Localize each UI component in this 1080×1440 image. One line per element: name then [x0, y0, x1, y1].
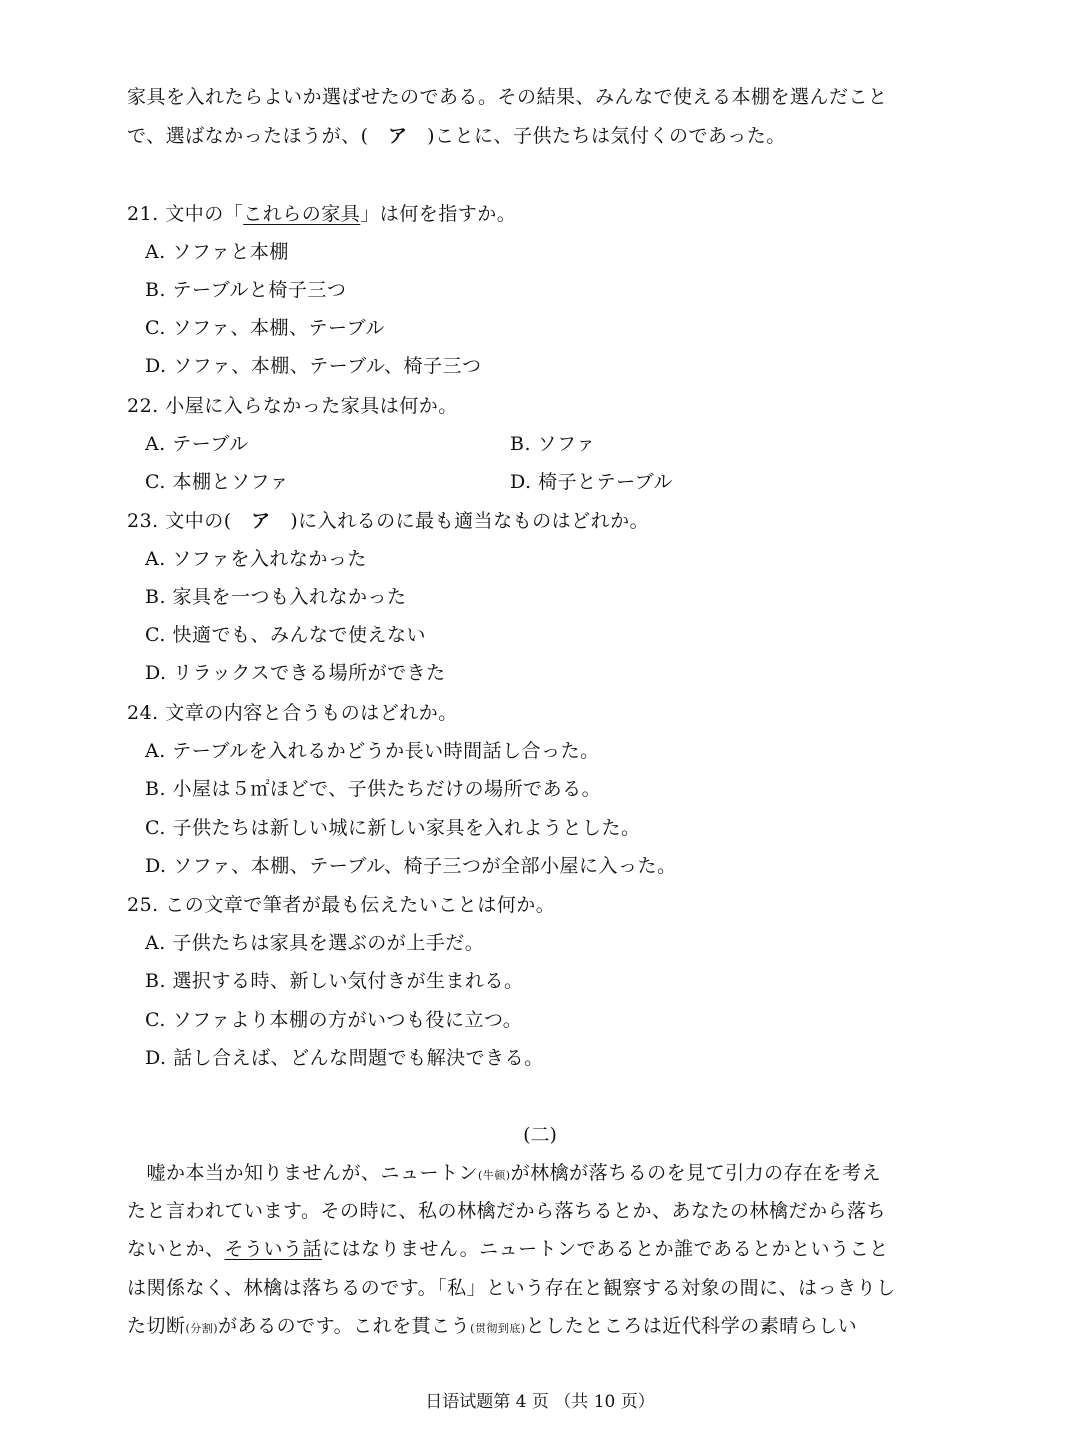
- passage-line: [127, 1158, 881, 1185]
- option-b[interactable]: B. ソファ: [510, 433, 596, 455]
- passage-text: としたところは近代科学の素晴らしい: [525, 1315, 858, 1337]
- section-title: (二): [523, 1124, 557, 1146]
- option-a[interactable]: A. 子供たちは家具を選ぶのが上手だ。: [145, 932, 485, 954]
- option-a[interactable]: A. テーブルを入れるかどうか長い時間話し合った。: [145, 740, 600, 762]
- passage-text: が林檎が落ちるのを見て引力の存在を考え: [510, 1162, 882, 1184]
- option-c[interactable]: C. ソファ、本棚、テーブル: [145, 317, 385, 339]
- option-d[interactable]: D. ソファ、本棚、テーブル、椅子三つ: [145, 355, 482, 377]
- page-footer: 日语试题第 4 页 （共 10 页）: [425, 1392, 655, 1412]
- underlined-phrase: そういう話: [224, 1238, 323, 1260]
- option-a[interactable]: A. ソファと本棚: [145, 241, 289, 263]
- option-d[interactable]: D. リラックスできる場所ができた: [145, 662, 446, 684]
- passage-text: ないとか、: [127, 1238, 225, 1260]
- question-24: 24. 文章の内容と合うものはどれか。: [127, 702, 458, 724]
- passage-text: で、選ばなかったほうが、(: [127, 125, 389, 147]
- question-21: [127, 199, 516, 226]
- option-c[interactable]: C. ソファより本棚の方がいつも役に立つ。: [145, 1009, 523, 1031]
- option-d[interactable]: D. 話し合えば、どんな問題でも解決できる。: [145, 1047, 544, 1069]
- passage-line: 家具を入れたらよいか選ばせたのである。その結果、みんなで使える本棚を選んだこと: [127, 86, 888, 108]
- question-text: 」は何を指すか。: [360, 203, 517, 225]
- blank-label: ア: [251, 510, 271, 532]
- annotation-note: (贯彻到底): [470, 1322, 526, 1335]
- annotation-note: (分割): [185, 1322, 219, 1335]
- option-c[interactable]: C. 本棚とソファ: [145, 471, 290, 493]
- option-c[interactable]: C. 快適でも、みんなで使えない: [145, 624, 426, 646]
- annotation-note: (牛顿): [478, 1169, 511, 1182]
- option-a[interactable]: A. ソファを入れなかった: [145, 548, 367, 570]
- option-b[interactable]: B. 小屋は５㎡ほどで、子供たちだけの場所である。: [145, 778, 602, 800]
- blank-label: ア: [388, 125, 408, 147]
- passage-line: たと言われています。その時に、私の林檎だから落ちるとか、あなたの林檎だから落ち: [127, 1200, 886, 1222]
- option-b[interactable]: B. 家具を一つも入れなかった: [145, 586, 407, 608]
- passage-line: [127, 1234, 889, 1261]
- option-a[interactable]: A. テーブル: [145, 433, 249, 455]
- option-d[interactable]: D. ソファ、本棚、テーブル、椅子三つが全部小屋に入った。: [145, 855, 677, 877]
- passage-line: は関係なく、林檎は落ちるのです。「私」という存在と観察する対象の間に、はっきりし: [127, 1277, 896, 1299]
- option-b[interactable]: B. 選択する時、新しい気付きが生まれる。: [145, 970, 524, 992]
- passage-text: た切断: [127, 1315, 186, 1337]
- passage-line: [127, 1311, 857, 1338]
- question-text: 23. 文中の(: [127, 510, 252, 532]
- passage-text: )ことに、子供たちは気付くのであった。: [407, 125, 786, 147]
- passage-line: [127, 121, 786, 148]
- option-c[interactable]: C. 子供たちは新しい城に新しい家具を入れようとした。: [145, 817, 641, 839]
- question-text: )に入れるのに最も適当なものはどれか。: [270, 510, 650, 532]
- option-d[interactable]: D. 椅子とテーブル: [510, 471, 673, 493]
- underlined-phrase: これらの家具: [243, 203, 361, 225]
- question-text: 21. 文中の「: [127, 203, 244, 225]
- passage-text: にはなりません。ニュートンであるとか誰であるとかということ: [322, 1238, 889, 1260]
- question-22: 22. 小屋に入らなかった家具は何か。: [127, 395, 458, 417]
- passage-text: があるのです。これを貫こう: [218, 1315, 471, 1337]
- question-23: [127, 506, 649, 533]
- option-b[interactable]: B. テーブルと椅子三つ: [145, 279, 347, 301]
- question-25: 25. この文章で筆者が最も伝えたいことは何か。: [127, 894, 556, 916]
- passage-text: 嘘か本当か知りませんが、ニュートン: [127, 1162, 479, 1184]
